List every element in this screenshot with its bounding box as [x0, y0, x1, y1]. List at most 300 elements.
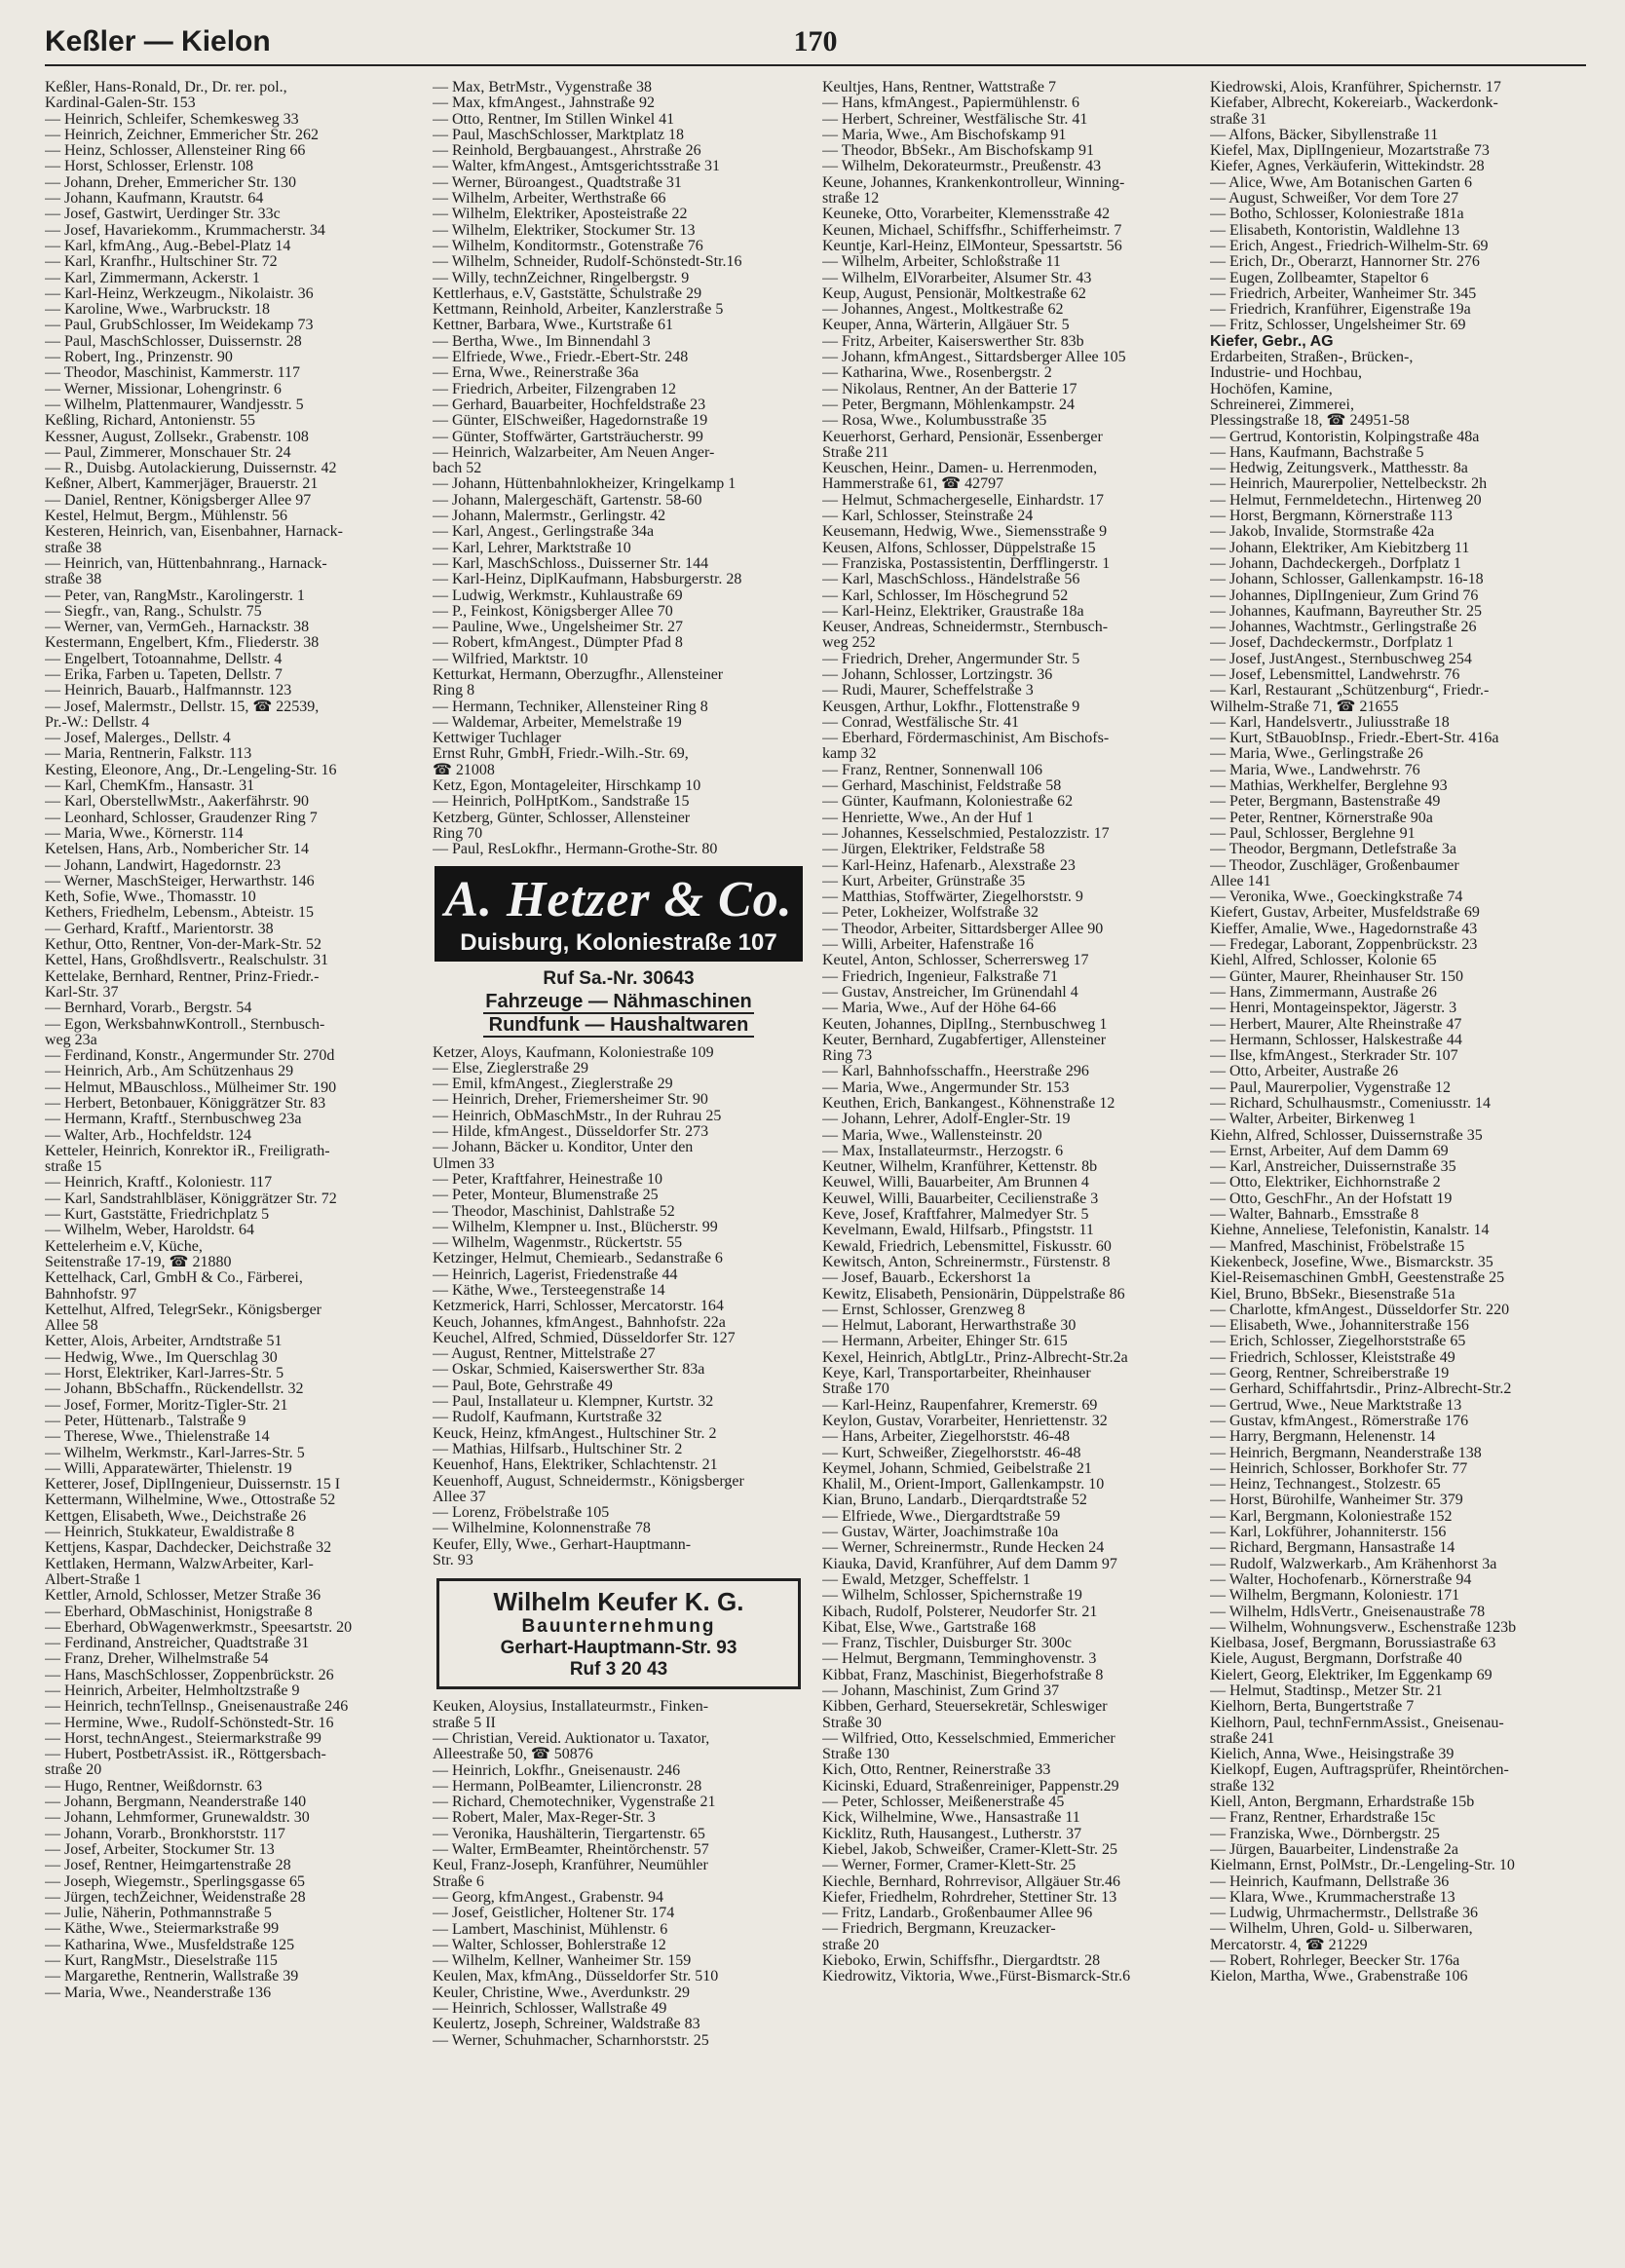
- directory-entry: Kewald, Friedrich, Lebensmittel, Fiskusstr. 60: [822, 1238, 1112, 1255]
- directory-entry: Straße 170: [822, 1381, 889, 1398]
- directory-entry: straße 5 II: [433, 1715, 496, 1731]
- directory-entry: Allee 58: [45, 1318, 98, 1335]
- ad-address: Duisburg, Koloniestraße 107: [460, 928, 777, 956]
- directory-entry: — Josef, Arbeiter, Stockumer Str. 13: [45, 1841, 275, 1858]
- directory-entry: Kettlerhaus, e.V, Gaststätte, Schulstraße 29: [433, 285, 702, 302]
- directory-entry: straße 38: [45, 572, 102, 588]
- directory-entry: — Joseph, Wiegemstr., Sperlingsgasse 65: [45, 1873, 306, 1890]
- directory-entry: — Gertrud, Kontoristin, Kolpingstraße 48a: [1210, 429, 1480, 445]
- running-head: Keßler — Kielon: [45, 25, 271, 57]
- directory-entry: — Karl, Bahnhofsschaffn., Heerstraße 296: [822, 1064, 1089, 1080]
- directory-entry: — Eberhard, ObWagenwerkmstr., Speesartstr. 20: [45, 1619, 353, 1636]
- directory-entry: — Peter, Bergmann, Bastenstraße 49: [1210, 794, 1441, 811]
- directory-entry: — Kurt, RangMstr., Dieselstraße 115: [45, 1953, 278, 1970]
- directory-entry: — Johann, Bäcker u. Konditor, Unter den: [433, 1140, 694, 1156]
- directory-entry: — Helmut, Stadtinsp., Metzer Str. 21: [1210, 1682, 1443, 1699]
- directory-entry: — Josef, Rentner, Heimgartenstraße 28: [45, 1858, 291, 1874]
- directory-entry: Allee 37: [433, 1489, 486, 1505]
- directory-entry: — Karl, Handelsvertr., Juliusstraße 18: [1210, 714, 1450, 731]
- directory-entry: — Otto, Rentner, Im Stillen Winkel 41: [433, 111, 675, 128]
- directory-entry: Keuten, Johannes, DiplIng., Sternbuschweg 1: [822, 1016, 1108, 1033]
- directory-entry: — Franz, Tischler, Duisburger Str. 300c: [822, 1636, 1072, 1652]
- directory-entry: Kesteren, Heinrich, van, Eisenbahner, Harnack-: [45, 524, 343, 541]
- directory-entry: Ketzberg, Günter, Schlosser, Allensteiner: [433, 810, 691, 826]
- directory-entry: — Heinrich, Lokfhr., Gneisenaustr. 246: [433, 1762, 681, 1779]
- directory-entry: — Johann, Schlosser, Lortzingstr. 36: [822, 666, 1053, 683]
- directory-entry: — Herbert, Schreiner, Westfälische Str. 41: [822, 111, 1088, 128]
- directory-entry: straße 241: [1210, 1730, 1275, 1747]
- directory-entry: — Otto, GeschFhr., An der Hofstatt 19: [1210, 1191, 1453, 1207]
- directory-entry: Straße 30: [822, 1715, 882, 1731]
- directory-entry: Keylon, Gustav, Vorarbeiter, Henriettenstr. 32: [822, 1413, 1108, 1429]
- directory-entry: Keuken, Aloysius, Installateurmstr., Finken-: [433, 1699, 709, 1716]
- directory-entry: — Hermann, PolBeamter, Liliencronstr. 28: [433, 1778, 702, 1795]
- directory-entry: — Johannes, Kaufmann, Bayreuther Str. 25: [1210, 603, 1483, 620]
- directory-entry: Keve, Josef, Kraftfahrer, Malmedyer Str. 5: [822, 1207, 1089, 1224]
- directory-entry: — Josef, Lebensmittel, Landwehrstr. 76: [1210, 666, 1460, 683]
- directory-entry: — Willy, technZeichner, Ringelbergstr. 9: [433, 270, 690, 286]
- directory-entry: — Theodor, Zuschläger, Großenbaumer: [1210, 857, 1459, 874]
- ad-firm-name: A. Hetzer & Co.: [444, 871, 793, 927]
- directory-entry: — Peter, Bergmann, Möhlenkampstr. 24: [822, 397, 1076, 413]
- directory-entry: — Waldemar, Arbeiter, Memelstraße 19: [433, 714, 682, 731]
- directory-entry: — Manfred, Maschinist, Fröbelstraße 15: [1210, 1238, 1465, 1255]
- directory-entry: — Eberhard, Fördermaschinist, Am Bischofs-: [822, 731, 1110, 747]
- directory-entry: — Gertrud, Wwe., Neue Marktstraße 13: [1210, 1397, 1462, 1414]
- directory-entry: Kieboko, Erwin, Schiffsfhr., Diergardtstr. 28: [822, 1953, 1101, 1970]
- directory-entry: — Wilhelm, Weber, Haroldstr. 64: [45, 1223, 255, 1239]
- directory-entry: — Heinrich, Arb., Am Schützenhaus 29: [45, 1064, 294, 1080]
- directory-entry: Kewitsch, Anton, Schreinermstr., Fürstenstr. 8: [822, 1254, 1111, 1270]
- directory-entry: — Wilhelm, Uhren, Gold- u. Silberwaren,: [1210, 1921, 1473, 1938]
- directory-entry: — Heinrich, Schlosser, Borkhofer Str. 77: [1210, 1460, 1468, 1477]
- directory-entry: — Johannes, Kesselschmied, Pestalozzistr. 17: [822, 825, 1110, 842]
- directory-entry: — August, Rentner, Mittelstraße 27: [433, 1346, 656, 1363]
- directory-entry: Plessingstraße 18, ☎ 24951-58: [1210, 413, 1410, 430]
- directory-entry: — Leonhard, Schlosser, Graudenzer Ring 7: [45, 810, 318, 826]
- directory-entry: — Werner, Former, Cramer-Klett-Str. 25: [822, 1858, 1077, 1874]
- directory-entry: Kielbasa, Josef, Bergmann, Borussiastraße 63: [1210, 1636, 1496, 1652]
- directory-entry: — Heinrich, Stukkateur, Ewaldistraße 8: [45, 1525, 295, 1541]
- directory-entry: — Günter, Stoffwärter, Gartsträucherstr. 99: [433, 429, 703, 445]
- directory-entry: — Hans, Arbeiter, Ziegelhorststr. 46-48: [822, 1429, 1070, 1446]
- directory-entry: — Wilhelmine, Kolonnenstraße 78: [433, 1521, 651, 1537]
- directory-entry: Kicklitz, Ruth, Hausangest., Lutherstr. 37: [822, 1826, 1082, 1842]
- directory-entry: — Peter, Lokheizer, Wolfstraße 32: [822, 905, 1039, 922]
- page-header: [45, 23, 1586, 66]
- directory-entry: — Walter, kfmAngest., Amtsgerichtsstraße 31: [433, 159, 721, 175]
- directory-entry: — Margarethe, Rentnerin, Wallstraße 39: [45, 1969, 299, 1985]
- directory-entry: Kiel, Bruno, BbSekr., Biesenstraße 51a: [1210, 1286, 1455, 1303]
- directory-entry: — Hans, Kaufmann, Bachstraße 5: [1210, 444, 1424, 461]
- directory-entry: — Heinrich, Lagerist, Friedenstraße 44: [433, 1266, 678, 1283]
- directory-entry: Kiel-Reisemaschinen GmbH, Geestenstraße 25: [1210, 1270, 1505, 1287]
- directory-entry: — Gerhard, Bauarbeiter, Hochfeldstraße 23: [433, 397, 706, 413]
- directory-entry: weg 252: [822, 635, 876, 652]
- directory-entry: — Friedrich, Arbeiter, Wanheimer Str. 345: [1210, 285, 1477, 302]
- directory-entry: — Heinrich, PolHptKom., Sandstraße 15: [433, 794, 690, 811]
- directory-entry: — Mathias, Hilfsarb., Hultschiner Str. 2: [433, 1441, 683, 1457]
- directory-entry: Ketterer, Josef, DiplIngenieur, Duissernstr. 15 I: [45, 1477, 341, 1493]
- directory-entry: Straße 6: [433, 1873, 484, 1890]
- directory-entry: — Karl-Heinz, DiplKaufmann, Habsburgerstr. 28: [433, 572, 742, 588]
- directory-entry: Keultjes, Hans, Rentner, Wattstraße 7: [822, 80, 1056, 95]
- directory-entry: Kevelmann, Ewald, Hilfsarb., Pfingststr. 11: [822, 1223, 1094, 1239]
- directory-entry: Kielich, Anna, Wwe., Heisingstraße 39: [1210, 1747, 1455, 1763]
- directory-entry: Keßner, Albert, Kammerjäger, Brauerstr. 21: [45, 476, 319, 493]
- ad-line: Bauunternehmung: [521, 1616, 716, 1638]
- directory-entry: — Hermann, Schlosser, Halskestraße 44: [1210, 1032, 1462, 1048]
- directory-entry: — Helmut, MBauschloss., Mülheimer Str. 190: [45, 1079, 337, 1096]
- directory-entry: kamp 32: [822, 746, 877, 763]
- directory-entry: — Hans, Zimmermann, Austraße 26: [1210, 984, 1437, 1001]
- directory-entry: — Erika, Farben u. Tapeten, Dellstr. 7: [45, 666, 283, 683]
- directory-entry: — Horst, Bergmann, Körnerstraße 113: [1210, 509, 1453, 525]
- directory-entry: Ring 70: [433, 825, 483, 842]
- directory-entry: — Botho, Schlosser, Koloniestraße 181a: [1210, 207, 1464, 223]
- directory-entry: — Horst, technAngest., Steiermarkstraße 99: [45, 1730, 321, 1747]
- directory-entry: — Hedwig, Wwe., Im Querschlag 30: [45, 1349, 278, 1366]
- directory-entry: — Franziska, Postassistentin, Derfflingerstr. 1: [822, 555, 1111, 572]
- directory-entry: — Peter, Rentner, Körnerstraße 90a: [1210, 810, 1433, 826]
- directory-entry: Kettelhut, Alfred, TelegrSekr., Königsberger: [45, 1302, 321, 1318]
- directory-entry: — Paul, Schlosser, Berglehne 91: [1210, 825, 1416, 842]
- directory-entry: — Jakob, Invalide, Stormstraße 42a: [1210, 524, 1435, 541]
- directory-entry: — Peter, Hüttenarb., Talstraße 9: [45, 1413, 246, 1429]
- directory-entry: — Robert, Ing., Prinzenstr. 90: [45, 350, 233, 366]
- directory-entry: — Erich, Angest., Friedrich-Wilhelm-Str. 69: [1210, 238, 1489, 254]
- directory-entry: — Johann, Kaufmann, Krautstr. 64: [45, 191, 264, 208]
- directory-entry: — Hermann, Kraftf., Sternbuschweg 23a: [45, 1112, 302, 1128]
- column-2: [433, 80, 805, 2252]
- directory-entry: — Johann, Maschinist, Zum Grind 37: [822, 1682, 1060, 1699]
- directory-entry: — Rudolf, Kaufmann, Kurtstraße 32: [433, 1410, 662, 1426]
- directory-entry: — Johann, Lehrer, Adolf-Engler-Str. 19: [822, 1112, 1071, 1128]
- directory-entry: — Helmut, Bergmann, Temminghovenstr. 3: [822, 1651, 1097, 1668]
- directory-entry: Keunen, Michael, Schiffsfhr., Schifferheimstr. 7: [822, 222, 1122, 239]
- directory-entry: — Paul, MaschSchlosser, Marktplatz 18: [433, 127, 684, 143]
- directory-entry: — Erich, Schlosser, Ziegelhorststraße 65: [1210, 1334, 1466, 1350]
- directory-entry: Kettler, Arnold, Schlosser, Metzer Straße 36: [45, 1588, 321, 1605]
- directory-entry: — Wilhelm, Konditormstr., Gotenstraße 76: [433, 238, 703, 254]
- directory-entry: — Johann, Dachdeckergeh., Dorfplatz 1: [1210, 555, 1461, 572]
- directory-entry: — Peter, Kraftfahrer, Heinestraße 10: [433, 1171, 662, 1188]
- directory-entry: — Karl, Restaurant „Schützenburg“, Friedr.-: [1210, 683, 1490, 699]
- directory-entry: — Wilhelm, Wohnungsverw., Eschenstraße 123b: [1210, 1619, 1517, 1636]
- directory-entry: — Wilhelm, Bergmann, Koloniestr. 171: [1210, 1588, 1460, 1605]
- directory-entry: — Johann, Dreher, Emmericher Str. 130: [45, 174, 296, 191]
- directory-entry: — Julie, Näherin, Pothmannstraße 5: [45, 1906, 272, 1922]
- directory-entry: — Maria, Wwe., Körnerstr. 114: [45, 825, 244, 842]
- directory-entry: — Theodor, Maschinist, Kammerstr. 117: [45, 365, 300, 382]
- directory-entry: — Theodor, Maschinist, Dahlstraße 52: [433, 1203, 675, 1220]
- directory-entry: — Johann, Lehmformer, Grunewaldstr. 30: [45, 1810, 310, 1827]
- directory-entry: Keuwel, Willi, Bauarbeiter, Am Brunnen 4: [822, 1175, 1089, 1191]
- directory-entry: — Friedrich, Ingenieur, Falkstraße 71: [822, 968, 1058, 985]
- directory-entry: — Henri, Montageinspektor, Jägerstr. 3: [1210, 1001, 1457, 1017]
- directory-entry: — Karoline, Wwe., Warbruckstr. 18: [45, 302, 270, 319]
- directory-entry: — Karl-Heinz, Raupenfahrer, Kremerstr. 69: [822, 1397, 1098, 1414]
- directory-entry: straße 31: [1210, 111, 1267, 128]
- directory-entry: — Mathias, Werkhelfer, Berglehne 93: [1210, 778, 1448, 795]
- directory-entry: — Rosa, Wwe., Kolumbusstraße 35: [822, 413, 1047, 430]
- directory-entry: — Erna, Wwe., Reinerstraße 36a: [433, 365, 639, 382]
- directory-entry: — Rudolf, Walzwerkarb., Am Krähenhorst 3a: [1210, 1556, 1497, 1572]
- directory-entry: Hochöfen, Kamine,: [1210, 381, 1333, 397]
- directory-entry: — Heinz, Technangest., Stolzestr. 65: [1210, 1477, 1441, 1493]
- advertisement-keufer: [436, 1578, 801, 1689]
- directory-entry: — Josef, Malermstr., Dellstr. 15, ☎ 22539,: [45, 699, 320, 715]
- directory-entry: — Engelbert, Totoannahme, Dellstr. 4: [45, 651, 283, 667]
- directory-entry: — Maria, Wwe., Neanderstraße 136: [45, 1984, 272, 2001]
- directory-entry: — Katharina, Wwe., Rosenbergstr. 2: [822, 365, 1052, 382]
- directory-entry: — Gustav, Wärter, Joachimstraße 10a: [822, 1525, 1059, 1541]
- directory-entry: Ernst Ruhr, GmbH, Friedr.-Wilh.-Str. 69,: [433, 746, 689, 763]
- directory-entry: — Heinrich, Dreher, Friemersheimer Str. 90: [433, 1092, 708, 1109]
- directory-entry: — Wilhelm, Plattenmaurer, Wandjesstr. 5: [45, 397, 304, 413]
- directory-entry: — Ernst, Arbeiter, Auf dem Damm 69: [1210, 1143, 1449, 1159]
- directory-entry: — Bernhard, Vorarb., Bergstr. 54: [45, 1001, 252, 1017]
- directory-entry: — Nikolaus, Rentner, An der Batterie 17: [822, 381, 1077, 397]
- directory-entry: — Karl, Bergmann, Koloniestraße 152: [1210, 1508, 1453, 1525]
- directory-entry: Kettwiger Tuchlager: [433, 731, 561, 747]
- directory-entry: Ulmen 33: [433, 1155, 495, 1172]
- directory-entry: Kettgen, Elisabeth, Wwe., Deichstraße 26: [45, 1508, 307, 1525]
- directory-entry: — Wilfried, Otto, Kesselschmied, Emmericher: [822, 1730, 1115, 1747]
- ad-line: Fahrzeuge — Nähmaschinen: [485, 990, 752, 1012]
- directory-entry: — Paul, MaschSchlosser, Duissernstr. 28: [45, 333, 302, 350]
- directory-entry: Kiefer, Friedhelm, Rohrdreher, Stettiner Str. 13: [822, 1889, 1117, 1906]
- directory-entry: Kethers, Friedhelm, Lebensm., Abteistr. 15: [45, 905, 314, 922]
- directory-entry: Alleestraße 50, ☎ 50876: [433, 1747, 593, 1763]
- directory-entry: — Heinrich, Schlosser, Wallstraße 49: [433, 2000, 667, 2017]
- directory-entry: — Maria, Wwe., Angermunder Str. 153: [822, 1079, 1070, 1096]
- directory-entry: — Horst, Elektriker, Karl-Jarres-Str. 5: [45, 1366, 284, 1382]
- directory-entry: Kexel, Heinrich, AbtlgLtr., Prinz-Albrecht-Str.2a: [822, 1349, 1128, 1366]
- advertisement-hetzer: [435, 866, 803, 1038]
- directory-entry: Keutner, Wilhelm, Kranführer, Kettenstr. 8b: [822, 1159, 1098, 1176]
- directory-entry: Keusgen, Arthur, Lokfhr., Flottenstraße 9: [822, 699, 1080, 715]
- directory-entry: — Heinrich, Arbeiter, Helmholtzstraße 9: [45, 1682, 300, 1699]
- directory-entry: Mercatorstr. 4, ☎ 21229: [1210, 1937, 1368, 1953]
- directory-entry: — Friedrich, Arbeiter, Filzengraben 12: [433, 381, 676, 397]
- directory-entry: — Max, Installateurmstr., Herzogstr. 6: [822, 1143, 1064, 1159]
- column-3: [822, 80, 1194, 2252]
- directory-entry: — Josef, Former, Moritz-Tigler-Str. 21: [45, 1397, 288, 1414]
- directory-entry: Keuenhof, Hans, Elektriker, Schlachtenstr. 21: [433, 1457, 718, 1474]
- directory-entry: — Hermann, Techniker, Allensteiner Ring 8: [433, 699, 708, 715]
- directory-entry: — Franz, Rentner, Sonnenwall 106: [822, 762, 1042, 778]
- directory-entry: Kiechle, Bernhard, Rohrrevisor, Allgäuer Str.46: [822, 1873, 1120, 1890]
- directory-entry: — Ernst, Schlosser, Grenzweg 8: [822, 1302, 1026, 1318]
- directory-entry: — Fritz, Arbeiter, Kaiserswerther Str. 83b: [822, 333, 1084, 350]
- directory-entry: — Wilhelm, Wagenmstr., Rückertstr. 55: [433, 1235, 683, 1252]
- directory-entry: Keuwel, Willi, Bauarbeiter, Cecilienstraße 3: [822, 1191, 1099, 1207]
- directory-entry: — Josef, JustAngest., Sternbuschweg 254: [1210, 651, 1472, 667]
- ad-phone: Ruf 3 20 43: [569, 1659, 668, 1681]
- directory-entry: — Johann, Malermstr., Gerlingstr. 42: [433, 509, 666, 525]
- directory-entry: — Richard, Bergmann, Hansastraße 14: [1210, 1540, 1455, 1557]
- page-number: 170: [793, 25, 838, 57]
- directory-entry: — Johann, Hüttenbahnlokheizer, Kringelkamp 1: [433, 476, 737, 493]
- directory-entry: Wilhelm-Straße 71, ☎ 21655: [1210, 699, 1399, 715]
- directory-entry: — Walter, Bahnarb., Emsstraße 8: [1210, 1207, 1419, 1224]
- directory-entry: — Werner, Büroangest., Quadtstraße 31: [433, 174, 682, 191]
- directory-entry: Keuck, Heinz, kfmAngest., Hultschiner Str. 2: [433, 1425, 717, 1442]
- directory-entry: — Wilhelm, Elektriker, Stockumer Str. 13: [433, 222, 696, 239]
- directory-entry: Kethur, Otto, Rentner, Von-der-Mark-Str. 52: [45, 937, 321, 954]
- directory-entry: Keusemann, Hedwig, Wwe., Siemensstraße 9: [822, 524, 1108, 541]
- directory-entry: — Johannes, Wachtmstr., Gerlingstraße 26: [1210, 620, 1477, 636]
- directory-entry: — Friedrich, Dreher, Angermunder Str. 5: [822, 651, 1080, 667]
- directory-entry: — Richard, Schulhausmstr., Comeniusstr. 14: [1210, 1096, 1491, 1112]
- directory-entry: — Horst, Bürohilfe, Wanheimer Str. 379: [1210, 1493, 1463, 1509]
- directory-entry: Khalil, M., Orient-Import, Gallenkampstr. 10: [822, 1477, 1105, 1493]
- directory-entry: — Maria, Wwe., Am Bischofskamp 91: [822, 127, 1067, 143]
- directory-entry: — Charlotte, kfmAngest., Düsseldorfer Str. 220: [1210, 1302, 1510, 1318]
- directory-entry: — Katharina, Wwe., Musfeldstraße 125: [45, 1937, 295, 1953]
- directory-entry: Kiedrowski, Alois, Kranführer, Spichernstr. 17: [1210, 80, 1501, 95]
- directory-entry: — Karl, Schlosser, Steinstraße 24: [822, 509, 1034, 525]
- directory-entry: — Klara, Wwe., Krummacherstraße 13: [1210, 1889, 1455, 1906]
- directory-entry: — Josef, Bauarb., Eckershorst 1a: [822, 1270, 1031, 1287]
- directory-entry: — Karl, Lehrer, Marktstraße 10: [433, 540, 631, 556]
- directory-entry: Kielhorn, Paul, technFernmAssist., Gneisenau-: [1210, 1715, 1504, 1731]
- directory-entry: — Helmut, Schmachergeselle, Einhardstr. 17: [822, 492, 1104, 509]
- directory-entry: — Werner, MaschSteiger, Herwarthstr. 146: [45, 873, 315, 889]
- directory-entry: — Helmut, Fernmeldetechn., Hirtenweg 20: [1210, 492, 1482, 509]
- directory-entry: Keuthen, Erich, Bankangest., Köhnenstraße 12: [822, 1096, 1115, 1112]
- directory-entry: — Pauline, Wwe., Ungelsheimer Str. 27: [433, 620, 683, 636]
- directory-entry: — Kurt, StBauobInsp., Friedr.-Ebert-Str. 416a: [1210, 731, 1499, 747]
- directory-entry: — Alfons, Bäcker, Sibyllenstraße 11: [1210, 127, 1439, 143]
- directory-entry: — Wilhelm, Klempner u. Inst., Blücherstr. 99: [433, 1219, 718, 1235]
- directory-entry: — Matthias, Stoffwärter, Ziegelhorststr. 9: [822, 889, 1083, 906]
- directory-entry: — Therese, Wwe., Thielenstraße 14: [45, 1429, 270, 1446]
- directory-entry: Kettermann, Wilhelmine, Wwe., Ottostraße 52: [45, 1493, 336, 1509]
- directory-entry: Kiauka, David, Kranführer, Auf dem Damm 97: [822, 1556, 1117, 1572]
- directory-entry: — Hedwig, Zeitungsverk., Matthesstr. 8a: [1210, 461, 1468, 477]
- directory-entry: — Hans, MaschSchlosser, Zoppenbrückstr. 26: [45, 1667, 334, 1683]
- directory-entry: — Herbert, Maurer, Alte Rheinstraße 47: [1210, 1016, 1462, 1033]
- directory-entry: — Karl-Heinz, Hafenarb., Alexstraße 23: [822, 857, 1076, 874]
- directory-entry: — Paul, Zimmerer, Monschauer Str. 24: [45, 444, 291, 461]
- directory-entry: — Josef, Geistlicher, Holtener Str. 174: [433, 1906, 675, 1922]
- directory-entry: — Hilde, kfmAngest., Düsseldorfer Str. 273: [433, 1124, 709, 1141]
- directory-entry: — Ewald, Metzger, Scheffelstr. 1: [822, 1571, 1031, 1588]
- directory-entry: — Wilhelm, Arbeiter, Werthstraße 66: [433, 191, 666, 208]
- directory-entry: — Henriette, Wwe., An der Huf 1: [822, 810, 1034, 826]
- directory-entry: — Maria, Rentnerin, Falkstr. 113: [45, 746, 252, 763]
- directory-entry: — Friedrich, Bergmann, Kreuzacker-: [822, 1921, 1056, 1938]
- directory-entry: — Karl, Angest., Gerlingstraße 34a: [433, 524, 655, 541]
- directory-entry: — Kurt, Arbeiter, Grünstraße 35: [822, 873, 1026, 889]
- directory-entry: — Walter, Arbeiter, Birkenweg 1: [1210, 1112, 1417, 1128]
- directory-entry: — Josef, Malerges., Dellstr. 4: [45, 731, 231, 747]
- directory-columns: [45, 80, 1586, 2252]
- directory-entry: weg 23a: [45, 1032, 97, 1048]
- directory-entry: — Georg, kfmAngest., Grabenstr. 94: [433, 1889, 663, 1906]
- directory-entry: straße 12: [822, 191, 880, 208]
- directory-entry: — Friedrich, Kranführer, Eigenstraße 19a: [1210, 302, 1471, 319]
- directory-entry: — Kurt, Gaststätte, Friedrichplatz 5: [45, 1207, 270, 1224]
- directory-entry: Keuerhorst, Gerhard, Pensionär, Essenberger: [822, 429, 1103, 445]
- directory-entry: Kibbat, Franz, Maschinist, Biegerhofstraße 8: [822, 1667, 1104, 1683]
- directory-entry: — Willi, Arbeiter, Hafenstraße 16: [822, 937, 1035, 954]
- directory-entry: — Fritz, Schlosser, Ungelsheimer Str. 69: [1210, 318, 1466, 334]
- directory-entry: — Johann, Bergmann, Neanderstraße 140: [45, 1795, 307, 1811]
- directory-entry: Kiefaber, Albrecht, Kokereiarb., Wackerdonk-: [1210, 95, 1498, 112]
- directory-entry: Kiekenbeck, Josefine, Wwe., Bismarckstr. 35: [1210, 1254, 1493, 1270]
- directory-entry: — Richard, Chemotechniker, Vygenstraße 21: [433, 1795, 716, 1811]
- directory-entry: Kick, Wilhelmine, Wwe., Hansastraße 11: [822, 1810, 1080, 1827]
- directory-entry: — Wilhelm, ElVorarbeiter, Alsumer Str. 43: [822, 270, 1092, 286]
- directory-entry: — Theodor, Bergmann, Detlefstraße 3a: [1210, 842, 1456, 858]
- directory-entry: — Elfriede, Wwe., Friedr.-Ebert-Str. 248: [433, 350, 689, 366]
- directory-entry: — Theodor, Arbeiter, Sittardsberger Allee 90: [822, 921, 1104, 937]
- directory-entry: — Lambert, Maschinist, Mühlenstr. 6: [433, 1921, 668, 1938]
- directory-entry: — Siegfr., van, Rang., Schulstr. 75: [45, 603, 262, 620]
- directory-entry: — Ilse, kfmAngest., Sterkrader Str. 107: [1210, 1048, 1458, 1065]
- directory-entry: Kiefer, Agnes, Verkäuferin, Wittekindstr. 28: [1210, 159, 1485, 175]
- directory-entry: — Karl, Zimmermann, Ackerstr. 1: [45, 270, 260, 286]
- directory-entry: Industrie- und Hochbau,: [1210, 365, 1362, 382]
- directory-entry: — Heinrich, Maurerpolier, Nettelbeckstr. 2h: [1210, 476, 1488, 493]
- directory-entry: — Heinrich, Zeichner, Emmericher Str. 262: [45, 127, 320, 143]
- directory-entry: — Otto, Arbeiter, Austraße 26: [1210, 1064, 1399, 1080]
- directory-entry: — Wilhelm, Werkmstr., Karl-Jarres-Str. 5: [45, 1445, 305, 1461]
- directory-entry: Kettmann, Reinhold, Arbeiter, Kanzlerstraße 5: [433, 302, 724, 319]
- directory-entry: — Johann, Malergeschäft, Gartenstr. 58-60: [433, 492, 702, 509]
- directory-entry: — Robert, Rohrleger, Beecker Str. 176a: [1210, 1953, 1460, 1970]
- directory-entry: — Wilhelm, Elektriker, Aposteistraße 22: [433, 207, 688, 223]
- directory-entry: — Franz, Rentner, Erhardstraße 15c: [1210, 1810, 1436, 1827]
- directory-entry: — Max, BetrMstr., Vygenstraße 38: [433, 80, 653, 95]
- directory-entry: — Walter, Hochofenarb., Körnerstraße 94: [1210, 1571, 1472, 1588]
- directory-entry: Ketzer, Aloys, Kaufmann, Koloniestraße 109: [433, 1044, 714, 1061]
- directory-entry: Kielon, Martha, Wwe., Grabenstraße 106: [1210, 1969, 1468, 1985]
- directory-entry: — Herbert, Betonbauer, Königgrätzer Str. 83: [45, 1096, 326, 1112]
- directory-entry: Kielert, Georg, Elektriker, Im Eggenkamp 69: [1210, 1667, 1493, 1683]
- directory-entry: — Otto, Elektriker, Eichhornstraße 2: [1210, 1175, 1441, 1191]
- directory-entry: — Daniel, Rentner, Königsberger Allee 97: [45, 492, 312, 509]
- directory-entry: Kieffer, Amalie, Wwe., Hagedornstraße 43: [1210, 921, 1478, 937]
- directory-entry: — Emil, kfmAngest., Zieglerstraße 29: [433, 1077, 673, 1093]
- directory-entry: — Johann, Landwirt, Hagedornstr. 23: [45, 857, 282, 874]
- directory-entry: — Günter, Kaufmann, Koloniestraße 62: [822, 794, 1074, 811]
- directory-entry: — Peter, van, RangMstr., Karolingerstr. 1: [45, 587, 305, 604]
- directory-entry: Straße 211: [822, 444, 889, 461]
- directory-entry: bach 52: [433, 461, 482, 477]
- directory-entry: — Hans, kfmAngest., Papiermühlenstr. 6: [822, 95, 1079, 112]
- directory-entry: straße 15: [45, 1159, 102, 1176]
- directory-entry: — Rudi, Maurer, Scheffelstraße 3: [822, 683, 1034, 699]
- directory-entry: — Werner, Missionar, Lohengrinstr. 6: [45, 381, 282, 397]
- directory-entry: Ketzmerick, Harri, Schlosser, Mercatorstr. 164: [433, 1299, 724, 1315]
- directory-entry: — Else, Zieglerstraße 29: [433, 1060, 588, 1077]
- directory-entry: Kiell, Anton, Bergmann, Erhardstraße 15b: [1210, 1795, 1475, 1811]
- directory-entry: — Heinrich, van, Hüttenbahnrang., Harnack-: [45, 555, 327, 572]
- directory-entry: — Peter, Monteur, Blumenstraße 25: [433, 1188, 659, 1204]
- directory-entry: Kielhorn, Berta, Bungertstraße 7: [1210, 1699, 1415, 1716]
- directory-entry: — Hubert, PostbetrAssist. iR., Röttgersbach-: [45, 1747, 326, 1763]
- directory-entry: Hammerstraße 61, ☎ 42797: [822, 476, 1004, 493]
- directory-entry: — Käthe, Wwe., Steiermarkstraße 99: [45, 1921, 280, 1938]
- directory-entry: — Johannes, DiplIngenieur, Zum Grind 76: [1210, 587, 1479, 604]
- directory-entry: Keul, Franz-Joseph, Kranführer, Neumühler: [433, 1858, 708, 1874]
- directory-entry: Keuper, Anna, Wärterin, Allgäuer Str. 5: [822, 318, 1070, 334]
- directory-entry: Albert-Straße 1: [45, 1571, 142, 1588]
